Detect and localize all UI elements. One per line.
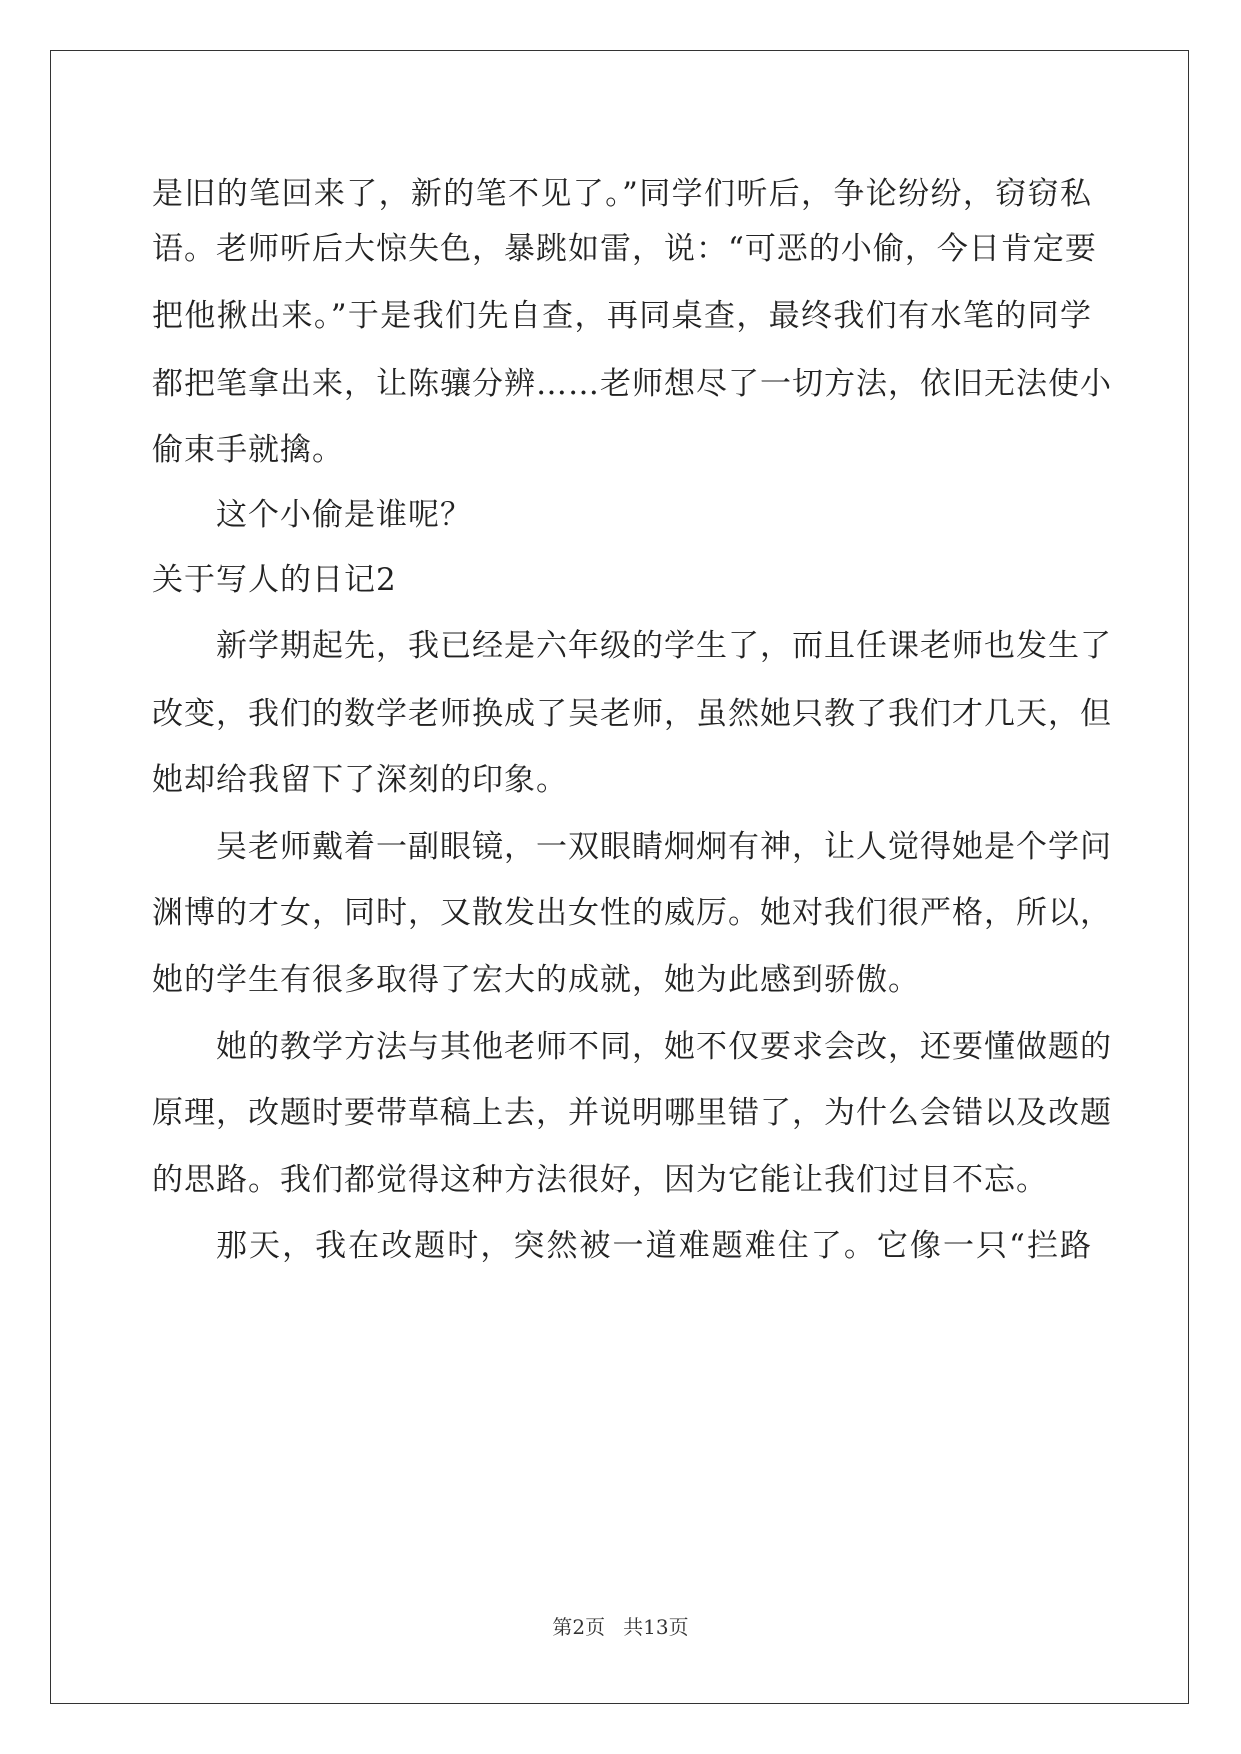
- text-line: 是旧的笔回来了，新的笔不见了。”同学们听后，争论纷纷，窃窃私: [152, 176, 1092, 212]
- text-line: 那天，我在改题时，突然被一道难题难住了。它像一只“拦路: [216, 1228, 1092, 1264]
- text-line: 她的学生有很多取得了宏大的成就，她为此感到骄傲。: [152, 962, 920, 998]
- text-line: 语。老师听后大惊失色，暴跳如雷，说：“可恶的小偷，今日肯定要: [152, 231, 1097, 267]
- text-line: 吴老师戴着一副眼镜，一双眼睛炯炯有神，让人觉得她是个学问: [216, 829, 1112, 865]
- text-line: 原理，改题时要带草稿上去，并说明哪里错了，为什么会错以及改题: [152, 1095, 1112, 1131]
- text-line: 这个小偷是谁呢？: [216, 497, 472, 533]
- text-line: 渊博的才女，同时，又散发出女性的威厉。她对我们很严格，所以，: [152, 895, 1112, 931]
- text-line: 偷束手就擒。: [152, 432, 344, 468]
- text-line: 她却给我留下了深刻的印象。: [152, 762, 568, 798]
- text-line: 她的教学方法与其他老师不同，她不仅要求会改，还要懂做题的: [216, 1029, 1112, 1065]
- text-line: 改变，我们的数学老师换成了吴老师，虽然她只教了我们才几天，但: [152, 696, 1112, 732]
- section-heading: 关于写人的日记2: [152, 562, 397, 598]
- page-footer: [0, 1614, 1241, 1640]
- page-total: 共13页: [623, 1615, 689, 1639]
- text-line: 都把笔拿出来，让陈骧分辨……老师想尽了一切方法，依旧无法使小: [152, 366, 1112, 402]
- text-line: 的思路。我们都觉得这种方法很好，因为它能让我们过目不忘。: [152, 1162, 1048, 1198]
- text-line: 新学期起先，我已经是六年级的学生了，而且任课老师也发生了: [216, 628, 1112, 664]
- text-line: 把他揪出来。”于是我们先自查，再同桌查，最终我们有水笔的同学: [152, 298, 1092, 334]
- page-number: 第2页: [552, 1615, 606, 1639]
